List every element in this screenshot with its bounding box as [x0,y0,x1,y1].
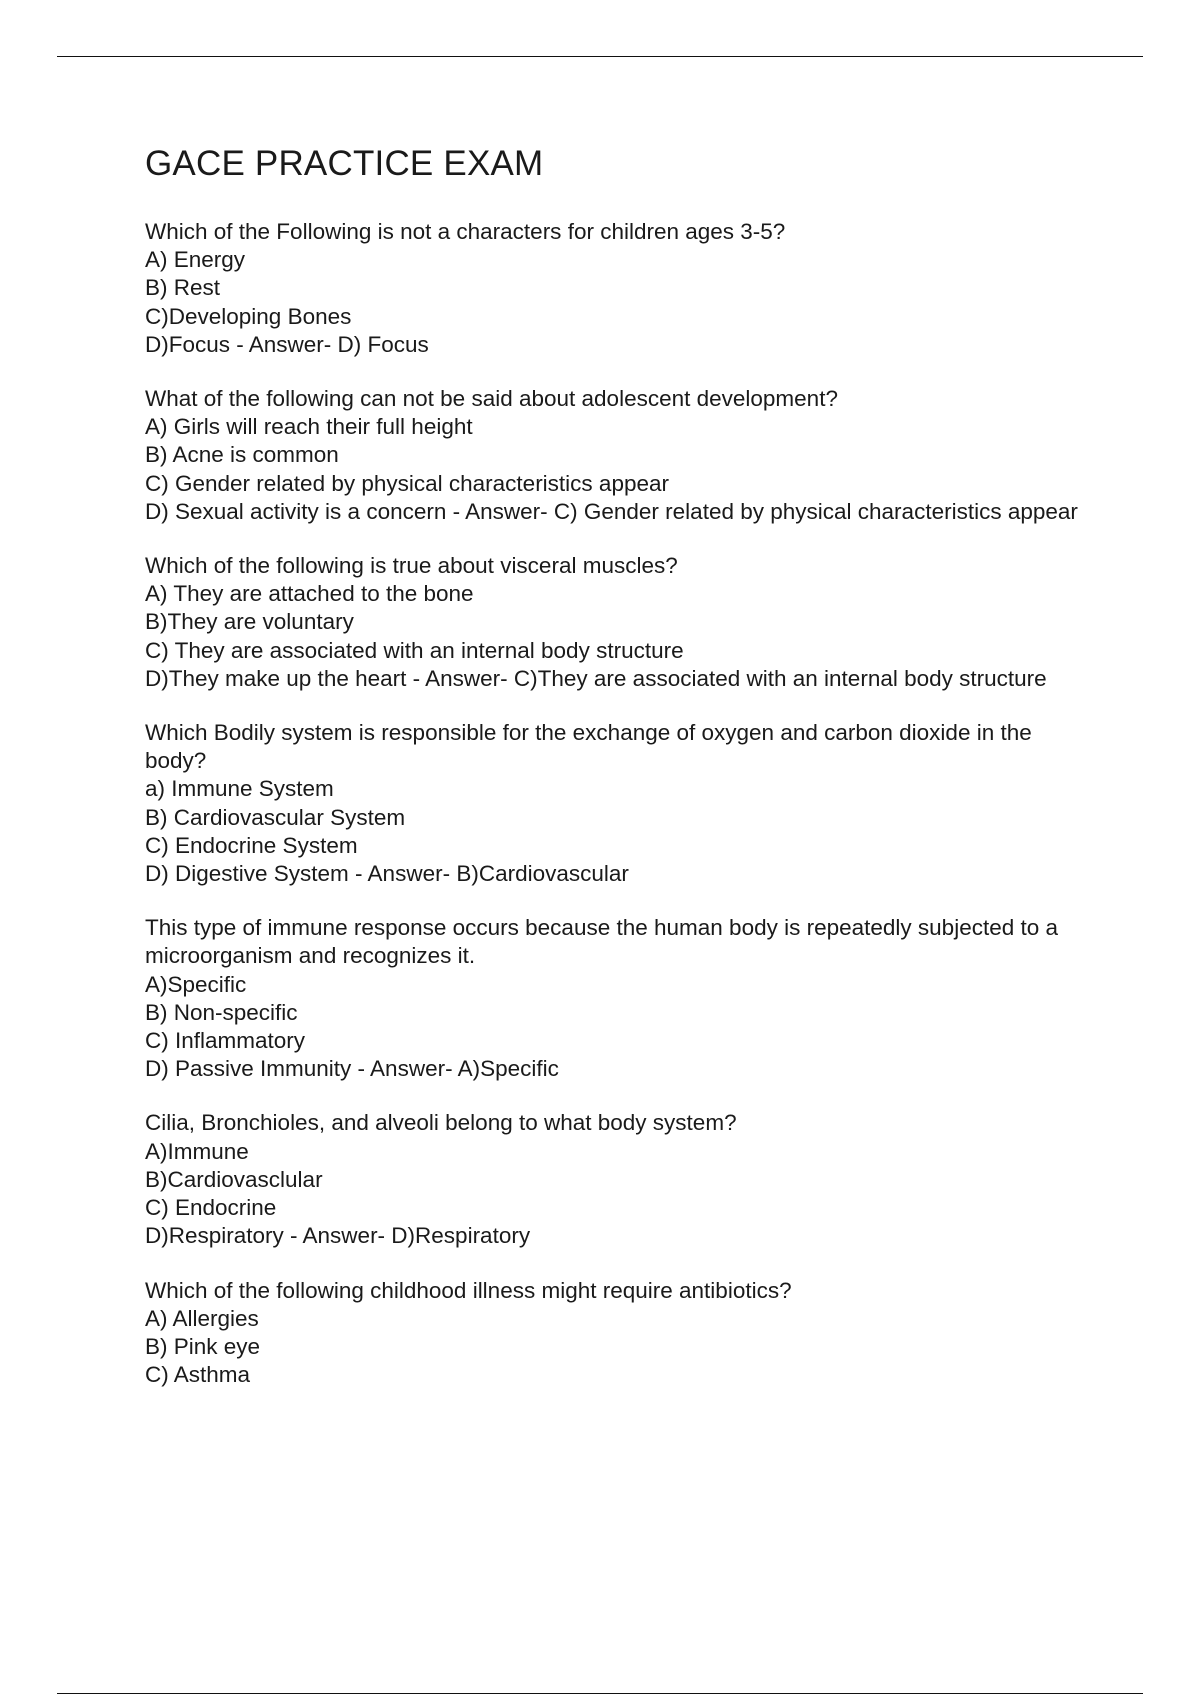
question-text: Which Bodily system is responsible for the exchange of oxygen and carbon dioxide in the body? [145,720,1032,774]
option-b: B) Pink eye [145,1333,261,1359]
option-c: C)Developing Bones [145,303,352,329]
option-d-answer: D)Respiratory - Answer- D)Respiratory [145,1223,531,1249]
question-7 [145,1277,1090,1390]
option-a: A) Energy [145,247,246,273]
option-a: A)Specific [145,971,247,997]
option-a: A) Girls will reach their full height [145,414,473,440]
option-c: C) They are associated with an internal body structure [145,637,684,663]
top-divider [57,56,1143,57]
option-a: A) Allergies [145,1305,259,1331]
option-b: B) Rest [145,275,221,301]
question-text: This type of immune response occurs because the human body is repeatedly subjected to a microorganism and recognizes it. [145,915,1059,969]
question-text: Which of the Following is not a characters for children ages 3-5? [145,219,786,244]
page-content [145,140,1090,1415]
option-d-answer: D) Sexual activity is a concern - Answer- C) Gender related by physical characteristics appear [145,498,1078,524]
option-d-answer: D) Passive Immunity - Answer- A)Specific [145,1056,559,1082]
question-6 [145,1109,1090,1250]
option-b: B) Cardiovascular System [145,804,406,830]
question-text: What of the following can not be said about adolescent development? [145,386,838,412]
question-4 [145,719,1090,888]
question-text: Cilia, Bronchioles, and alveoli belong to what body system? [145,1110,737,1136]
option-d-answer: D) Digestive System - Answer- B)Cardiovascular [145,861,629,887]
question-text: Which of the following is true about visceral muscles? [145,553,678,579]
option-c: C) Inflammatory [145,1028,306,1054]
question-3 [145,552,1090,693]
question-text: Which of the following childhood illness might require antibiotics? [145,1277,792,1303]
option-d-answer: D)Focus - Answer- D) Focus [145,331,429,357]
option-b: B) Acne is common [145,442,339,468]
question-5 [145,914,1090,1083]
option-a: A) They are attached to the bone [145,581,474,607]
option-b: B) Non-specific [145,999,298,1025]
option-b: B)Cardiovasclular [145,1166,323,1192]
option-a: A)Immune [145,1138,249,1164]
option-c: C) Endocrine [145,1195,277,1221]
option-c: C) Gender related by physical characteristics appear [145,470,669,496]
option-c: C) Asthma [145,1362,251,1388]
option-c: C) Endocrine System [145,832,358,858]
option-b: B)They are voluntary [145,609,354,635]
option-a: a) Immune System [145,776,334,802]
question-2 [145,385,1090,526]
bottom-divider [57,1693,1143,1694]
page-title: GACE PRACTICE EXAM [145,144,544,183]
option-d-answer: D)They make up the heart - Answer- C)They are associated with an internal body structure [145,665,1047,691]
question-1 [145,218,1090,359]
